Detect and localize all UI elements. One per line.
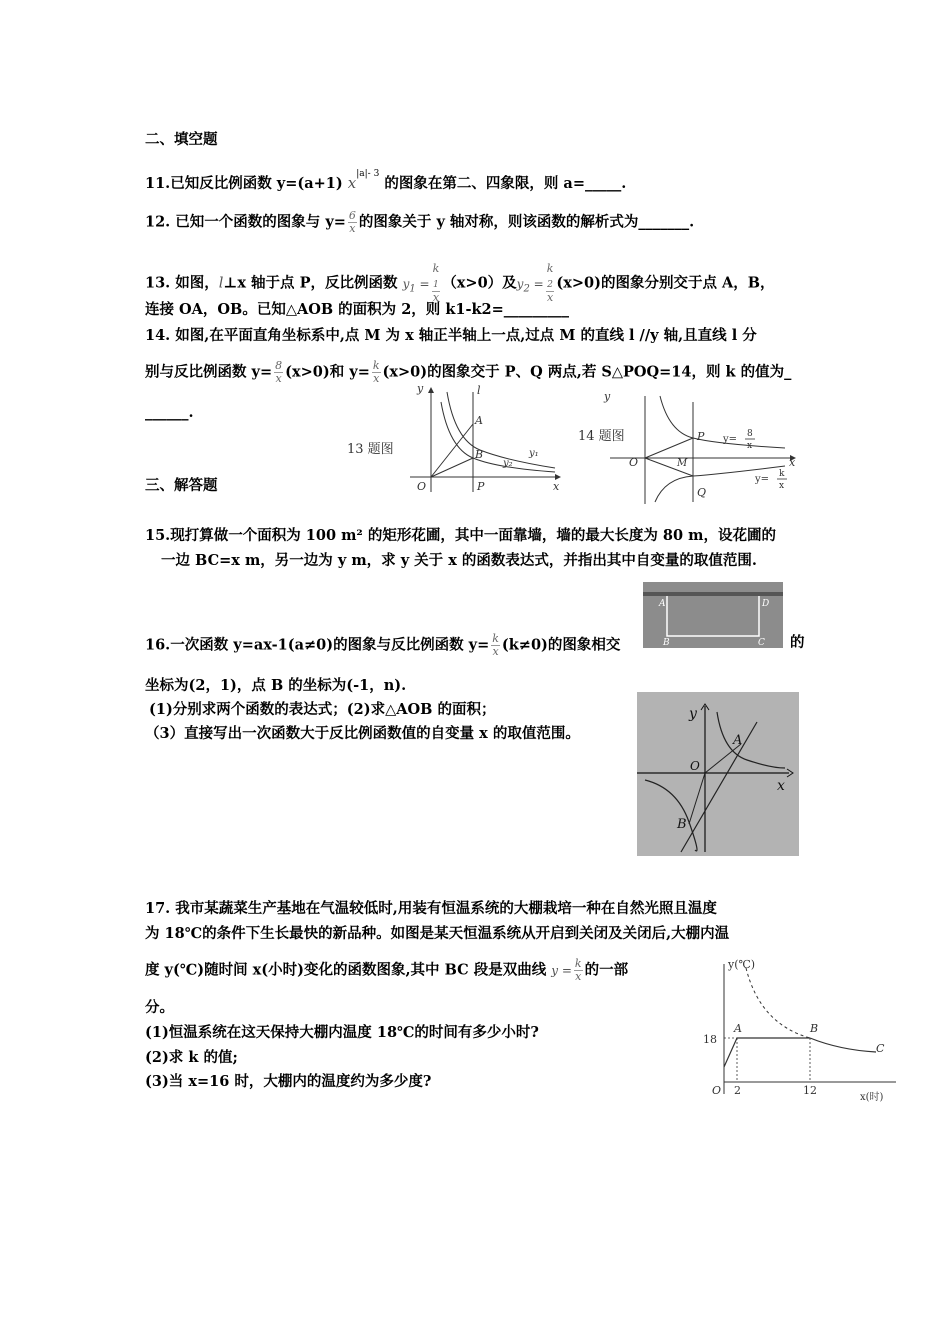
- fig17-ylabel: y(℃): [728, 958, 756, 971]
- fig15-label-b: B: [663, 638, 670, 648]
- fig16-label-x: x: [777, 778, 785, 794]
- section-fill-heading: 二、填空题: [145, 131, 218, 148]
- q11-base: x: [347, 174, 357, 192]
- fig17-label-2: 2: [734, 1084, 741, 1097]
- q17-part2: (2)求 k 的值;: [145, 1049, 238, 1066]
- q12-text-a: 12. 已知一个函数的图象与 y=: [145, 213, 346, 231]
- fig14-label-p: P: [697, 430, 705, 443]
- fig13-curve-y2: [441, 402, 555, 472]
- fig14-caption: 14 题图: [578, 429, 625, 444]
- fig14-label-m: M: [677, 458, 688, 469]
- fig14-graph: [605, 392, 805, 504]
- q17-line2: 为 18℃的条件下生长最快的新品种。如图是某天恒温系统从开启到关闭及关闭后,大棚内温: [145, 925, 730, 942]
- fig16-label-b: B: [677, 817, 687, 832]
- q17-line1: 17. 我市某蔬菜生产基地在气温较低时,用装有恒温系统的大棚栽培一种在自然光照且温度: [145, 900, 717, 917]
- q16-line2: 坐标为(2，1)，点 B 的坐标为(-1，n).: [145, 677, 407, 694]
- fig15-wall: [643, 592, 783, 596]
- q16-line4: （3）直接写出一次函数大于反比例函数值的自变量 x 的取值范围。: [145, 725, 580, 742]
- fig14-label-o: O: [629, 456, 639, 469]
- q16-tail: 的: [790, 634, 805, 651]
- q13-text-b2: （x>0）及: [442, 274, 517, 292]
- q16-fraction: $\frac{k}{x}$: [492, 632, 499, 658]
- fig16-label-y: y: [689, 706, 697, 722]
- fig17-graph: [700, 954, 900, 1104]
- fig14-label-x: x: [789, 456, 796, 469]
- fig17-curve-bc: [810, 1038, 876, 1052]
- q16-line3: (1)分别求两个函数的表达式；(2)求△AOB 的面积；: [149, 701, 496, 718]
- fig13-label-y2: y₂: [503, 458, 513, 469]
- question-13: 13. 如图，l⊥x 轴于点 P，反比例函数 $y_1$ = k $_1$ x （x>0）及$y_2$ = k $_2$ x (x>0)的图象分别交于点 A，B，: [145, 262, 775, 305]
- fig14-eq2-num: k: [779, 469, 785, 479]
- fig13-label-o: O: [417, 480, 427, 493]
- q14-line3: ______.: [145, 404, 194, 421]
- fig14-eq1-num: 8: [747, 429, 753, 439]
- fig13-label-b: B: [475, 448, 484, 461]
- fig16-label-o: O: [690, 759, 700, 773]
- fig13-curve-y1: [447, 392, 555, 468]
- fig14-segment-op: [645, 438, 693, 458]
- fig13-segment-oa: [431, 424, 473, 477]
- section-solve-heading: 三、解答题: [145, 477, 218, 494]
- fig17-label-c: C: [876, 1042, 885, 1055]
- fig14-eq1-den: x: [747, 441, 753, 451]
- fig13-label-y: y: [417, 382, 424, 395]
- q12-fraction: $\frac{6}{x}$: [348, 209, 356, 235]
- fig13-graph: [405, 380, 570, 495]
- question-17-line3: 度 y(℃)随时间 x(小时)变化的函数图象,其中 BC 段是双曲线 y = $\frac{k}{x}$ 的一部: [145, 957, 629, 983]
- q13-text-b: ⊥x 轴于点 P，反比例函数: [223, 274, 398, 292]
- q14-fraction-1: $\frac{8}{x}$: [275, 359, 283, 385]
- q13-line2: 连接 OA，OB。已知△AOB 的面积为 2，则 k1-k2=_________: [145, 301, 570, 318]
- q13-l: l: [218, 275, 224, 292]
- q11-exponent: |a|- 3: [356, 169, 380, 179]
- q11-text-a: 11.已知反比例函数 y=(a+1): [145, 175, 343, 192]
- fig13-label-a: A: [475, 414, 483, 427]
- fig13-segment-ob: [431, 458, 473, 477]
- q13-fraction-1: k $_1$ x: [432, 262, 440, 305]
- fig15-label-c: C: [758, 638, 765, 648]
- fig14-eq1: y=: [723, 434, 738, 445]
- q15-line1: 15.现打算做一个面积为 100 m² 的矩形花圃，其中一面靠墙，墙的最大长度为 80 m，设花圃的: [145, 527, 776, 544]
- q13-text-a: 13. 如图，: [145, 274, 219, 292]
- fig17-label-b: B: [810, 1022, 819, 1035]
- fig15-label-a: A: [659, 599, 666, 609]
- q13-fraction-2: k $_2$ x: [546, 262, 554, 305]
- q17-part3: (3)当 x=16 时，大棚内的温度约为多少度?: [145, 1073, 432, 1090]
- fig13-label-l: l: [477, 384, 481, 397]
- fig13-label-p: P: [477, 480, 485, 493]
- q15-line2: 一边 BC=x m，另一边为 y m，求 y 关于 x 的函数表达式，并指出其中自变量的取值范围.: [161, 552, 757, 569]
- fig16-label-a: A: [733, 733, 743, 748]
- q14-line1: 14. 如图,在平面直角坐标系中,点 M 为 x 轴正半轴上一点,过点 M 的直线 l //y 轴,且直线 l 分: [145, 327, 757, 344]
- fig15-label-d: D: [762, 599, 770, 609]
- q14-fraction-2: $\frac{k}{x}$: [372, 359, 380, 385]
- fig14-label-q: Q: [697, 486, 707, 499]
- q17-fraction: $\frac{k}{x}$: [574, 957, 582, 983]
- fig17-xlabel: x(时): [860, 1092, 884, 1103]
- question-12: [145, 210, 694, 235]
- fig17-label-12: 12: [803, 1084, 817, 1097]
- fig14-eq2: y=: [755, 474, 770, 485]
- fig14-eq2-den: x: [779, 481, 785, 491]
- fig13-label-y1: y₁: [529, 448, 539, 459]
- question-11: [145, 164, 626, 194]
- fig15-garden: [643, 582, 783, 648]
- fig13-caption: 13 题图: [347, 442, 394, 457]
- fig17-label-a: A: [734, 1022, 742, 1035]
- fig13-label-x: x: [553, 480, 560, 493]
- q12-text-b: 的图象关于 y 轴对称，则该函数的解析式为_______.: [358, 213, 695, 231]
- q11-text-b: 的图象在第二、四象限，则 a=_____.: [384, 175, 627, 192]
- q17-part1: (1)恒温系统在这天保持大棚内温度 18℃的时间有多少小时?: [145, 1024, 539, 1041]
- fig17-dashed-curve: [746, 968, 810, 1038]
- question-14-line2: 别与反比例函数 y= $\frac{8}{x}$ (x>0)和 y= $\frac{k}{x}$ (x>0)的图象交于 P、Q 两点,若 S△POQ=14，则 k 的值为_: [145, 359, 792, 385]
- fig17-segment-oa: [724, 1038, 737, 1067]
- question-16-line1: 16.一次函数 y=ax-1(a≠0)的图象与反比例函数 y= $\frac{k}{x}$ (k≠0)的图象相交: [145, 632, 621, 658]
- fig14-label-y: y: [604, 390, 611, 403]
- fig17-label-18: 18: [703, 1033, 717, 1046]
- fig17-label-o: O: [712, 1084, 722, 1097]
- q13-text-c: (x>0)的图象分别交于点 A，B，: [556, 274, 775, 292]
- q17-line4: 分。: [145, 999, 174, 1016]
- fig16-graph: [637, 692, 799, 856]
